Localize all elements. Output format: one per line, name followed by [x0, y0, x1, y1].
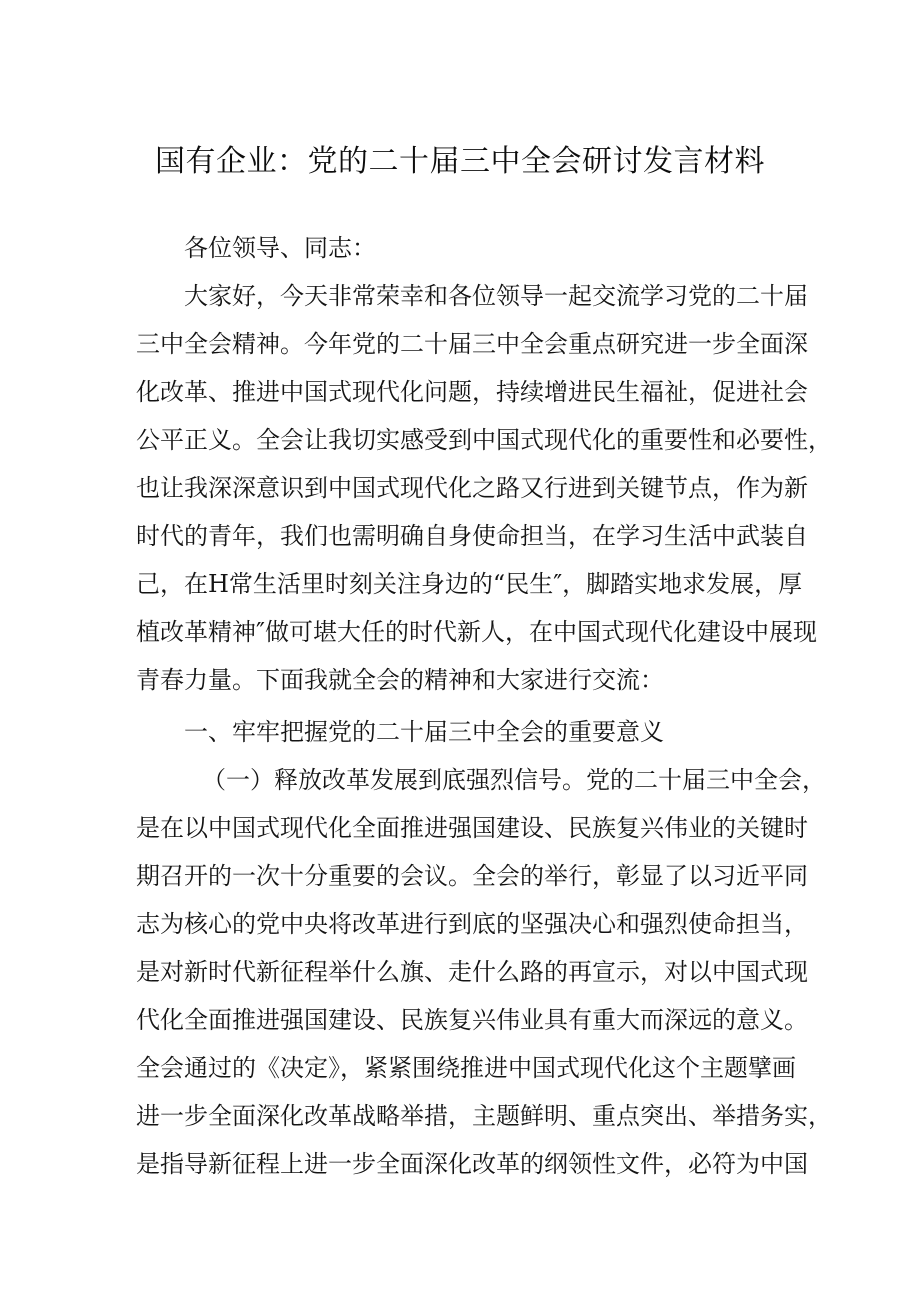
salutation: 各位领导、同志：: [184, 234, 376, 262]
paragraph-line: 化改革、推进中国式现代化问题，持续增进民生福祉，促进社会: [136, 378, 808, 406]
paragraph-line: 大家好，今天非常荣幸和各位领导一起交流学习党的二十届: [184, 282, 808, 310]
section-heading: 一、牢牢把握党的二十届三中全会的重要意义: [184, 718, 664, 746]
paragraph-line: 是对新时代新征程举什么旗、走什么路的再宣示，对以中国式现: [136, 958, 808, 986]
paragraph-line: 时代的青年，我们也需明确自身使命担当，在学习生活中武装自: [136, 522, 808, 550]
subsection-heading-line: （一）释放改革发展到底强烈信号。党的二十届三中全会，: [202, 766, 826, 794]
document-body: [136, 224, 832, 1188]
paragraph-line: 是在以中国式现代化全面推进强国建设、民族复兴伟业的关键时: [136, 814, 808, 842]
document-title: 国有企业：党的二十届三中全会研讨发言材料: [155, 144, 765, 179]
paragraph-line: 三中全会精神。今年党的二十届三中全会重点研究进一步全面深: [136, 330, 808, 358]
paragraph-line: 代化全面推进强国建设、民族复兴伟业具有重大而深远的意义。: [136, 1006, 808, 1034]
paragraph-line: 进一步全面深化改革战略举措，主题鲜明、重点突出、举措务实，: [136, 1102, 832, 1130]
paragraph-line: 志为核心的党中央将改革进行到底的坚强决心和强烈使命担当，: [136, 910, 808, 938]
paragraph-line: 全会通过的《决定》，紧紧围绕推进中国式现代化这个主题擘画: [136, 1054, 796, 1082]
paragraph-line: 也让我深深意识到中国式现代化之路又行进到关键节点，作为新: [136, 474, 808, 502]
paragraph-line: 期召开的一次十分重要的会议。全会的举行，彰显了以习近平同: [136, 862, 808, 890]
paragraph-line: 己，在H常生活里时刻关注身边的“民生″，脚踏实地求发展，厚: [136, 570, 803, 598]
paragraph-line: 公平正义。全会让我切实感受到中国式现代化的重要性和必要性，: [136, 426, 832, 454]
paragraph-line: 植改革精神″做可堪大任的时代新人，在中国式现代化建设中展现: [136, 618, 817, 646]
paragraph-line: 是指导新征程上进一步全面深化改革的纲领性文件，必符为中国: [136, 1150, 808, 1178]
paragraph-line: 青春力量。下面我就全会的精神和大家进行交流：: [136, 666, 664, 694]
